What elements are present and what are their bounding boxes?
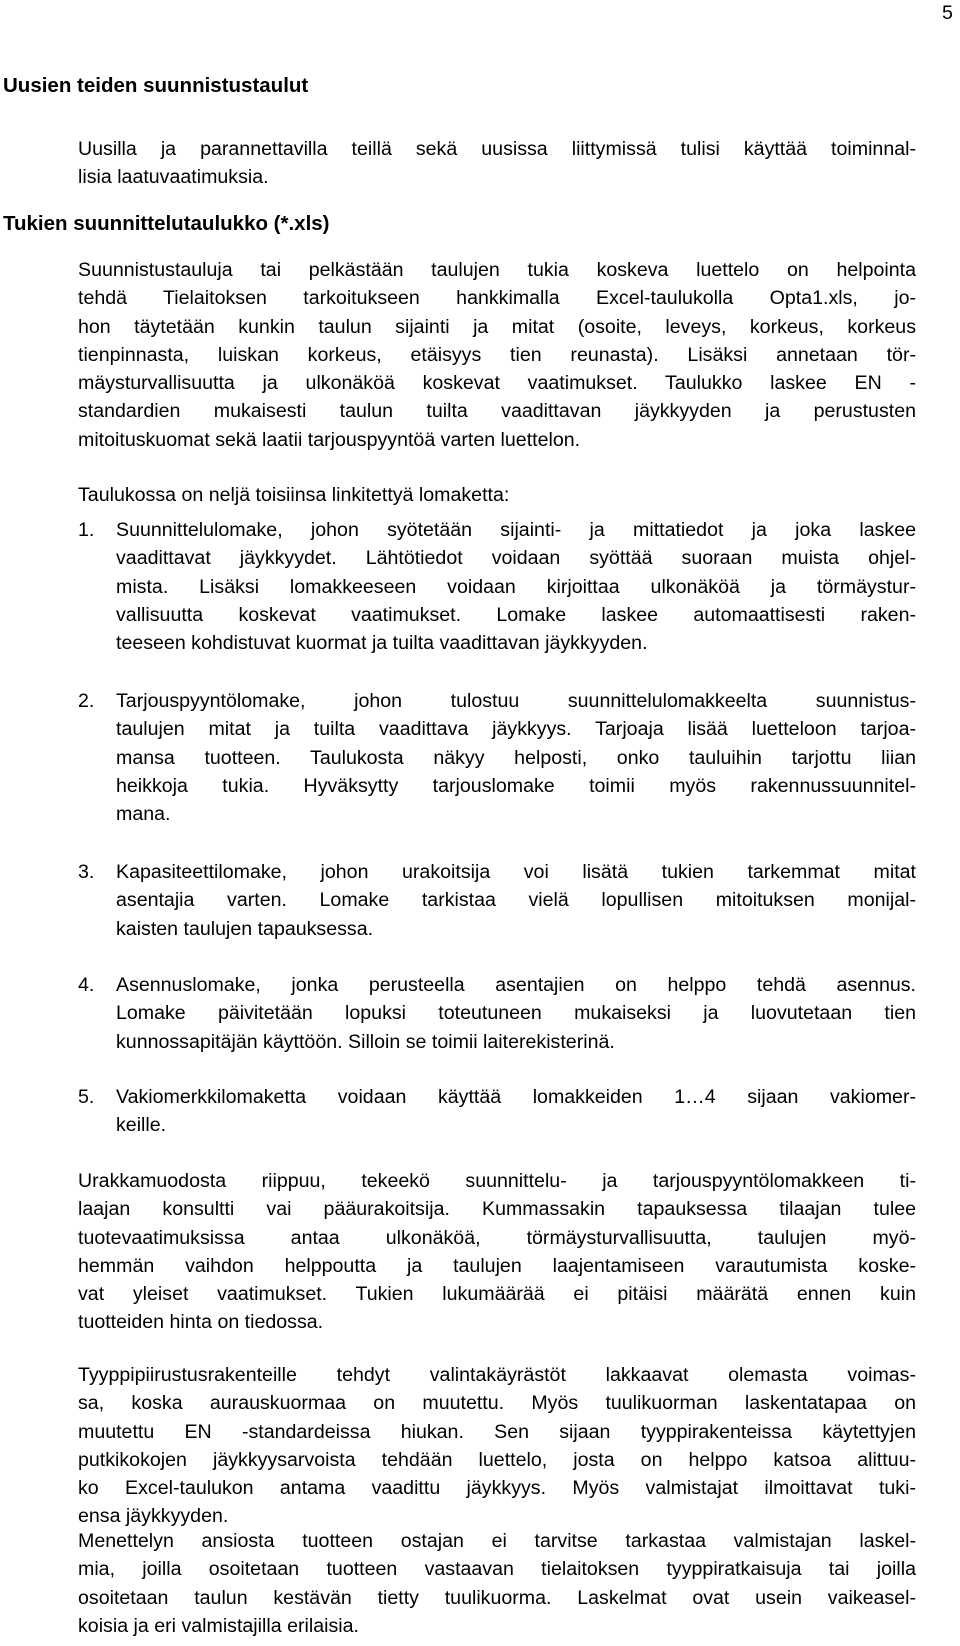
list-item: [78, 687, 916, 828]
text-line: tienpinnasta, luiskan korkeus, etäisyys tien reunasta). Lisäksi annetaan tör-: [78, 343, 916, 366]
text-line: muutettu EN -standardeissa hiukan. Sen sijaan tyyppirakenteissa käytettyjen: [78, 1420, 916, 1443]
list-number: 1.: [78, 519, 95, 541]
heading-new-roads: Uusien teiden suunnistustaulut: [3, 74, 309, 97]
text-line: osoitetaan taulun kestävän tietty tuulikuorma. Laskelmat ovat usein vaikeasel-: [78, 1586, 916, 1609]
paragraph-xls-description: [78, 256, 916, 454]
list-item: [78, 971, 916, 1056]
text-line: koisia ja eri valmistajilla erilaisia.: [78, 1614, 359, 1637]
intro-paragraph: [78, 135, 916, 192]
text-line: Vakiomerkkilomaketta voidaan käyttää lomakkeiden 1…4 sijaan vakiomer-: [116, 1086, 916, 1108]
text-line: laajan konsultti vai pääurakoitsija. Kummassakin tapauksessa tilaajan tulee: [78, 1198, 916, 1221]
list-number: 3.: [78, 861, 95, 883]
text-line: standardien mukaisesti taulun tuilta vaadittavan jäykkyyden ja perustusten: [78, 400, 916, 423]
text-line: Lomake päivitetään lopuksi toteutuneen mukaiseksi ja luovutetaan tien: [116, 1002, 916, 1025]
text-line: Kapasiteettilomake, johon urakoitsija voi lisätä tukien tarkemmat mitat: [116, 861, 916, 883]
text-line: keille.: [116, 1114, 167, 1137]
list-number: 5.: [78, 1086, 95, 1108]
list-item: [78, 516, 916, 657]
text-line: Asennuslomake, jonka perusteella asentajien on helppo tehdä asennus.: [116, 974, 916, 996]
text-line: Tyyppipiirustusrakenteille tehdyt valintakäyrästöt lakkaavat olemasta voimas-: [78, 1364, 916, 1386]
text-line: Tarjouspyyntölomake, johon tulostuu suunnittelulomakkeelta suunnistus-: [116, 690, 916, 712]
text-line: vallisuutta koskevat vaatimukset. Lomake laskee automaattisesti raken-: [116, 603, 916, 626]
text-line: kunnossapitäjän käyttöön. Silloin se toimii laiterekisterinä.: [116, 1030, 615, 1053]
text-line: kaisten taulujen tapauksessa.: [116, 917, 374, 940]
paragraph-forms-intro: [78, 481, 916, 509]
text-line: Menettelyn ansiosta tuotteen ostajan ei tarvitse tarkastaa valmistajan laskel-: [78, 1530, 916, 1552]
list-number: 2.: [78, 690, 95, 712]
text-line: lisia laatuvaatimuksia.: [78, 166, 269, 189]
text-line: tuotevaatimuksissa antaa ulkonäköä, törmäysturvallisuutta, taulujen myö-: [78, 1226, 916, 1249]
text-line: heikkoja tukia. Hyväksytty tarjouslomake toimii myös rakennussuunnitel-: [116, 774, 916, 797]
text-line: mitoituskuomat sekä laatii tarjouspyyntöä varten luettelon.: [78, 428, 581, 451]
text-line: Suunnistustauluja tai pelkästään taulujen tukia koskeva luettelo on helpointa: [78, 259, 916, 281]
text-line: vaadittavat jäykkyydet. Lähtötiedot voidaan syöttää suoraan muista ohjel-: [116, 547, 916, 570]
paragraph-procedure: [78, 1527, 916, 1640]
text-line: hon täytetään kunkin taulun sijainti ja mitat (osoite, leveys, korkeus, korkeus: [78, 315, 916, 338]
text-line: ko Excel-taulukon antama vaadittu jäykkyys. Myös valmistajat ilmoittavat tuki-: [78, 1477, 916, 1500]
text-line: Uusilla ja parannettavilla teillä sekä uusissa liittymissä tulisi käyttää toiminnal-: [78, 138, 916, 160]
text-line: Suunnittelulomake, johon syötetään sijainti- ja mittatiedot ja joka laskee: [116, 519, 916, 541]
paragraph-type-drawings: [78, 1361, 916, 1531]
text-line: mia, joilla osoitetaan tuotteen vastaavan tielaitoksen tyyppiratkaisuja tai joilla: [78, 1558, 916, 1581]
page-number: 5: [942, 2, 953, 24]
text-line: Taulukossa on neljä toisiinsa linkitettyä lomaketta:: [78, 484, 510, 506]
text-line: mansa tuotteen. Taulukosta näkyy helposti, onko tauluihin tarjottu liian: [116, 746, 916, 769]
text-line: asentajia varten. Lomake tarkistaa vielä lopullisen mitoituksen monijal-: [116, 889, 916, 912]
text-line: tuotteiden hinta on tiedossa.: [78, 1311, 324, 1334]
text-line: mista. Lisäksi lomakkeeseen voidaan kirjoittaa ulkonäköä ja törmäystur-: [116, 575, 916, 598]
text-line: vat yleiset vaatimukset. Tukien lukumäärää ei pitäisi määrätä ennen kuin: [78, 1283, 916, 1306]
text-line: mana.: [116, 803, 171, 826]
heading-xls-table: Tukien suunnittelutaulukko (*.xls): [3, 212, 330, 235]
text-line: hemmän vaihdon helppoutta ja taulujen laajentamiseen varautumista koske-: [78, 1254, 916, 1277]
text-line: sa, koska aurauskuormaa on muutettu. Myös tuulikuorman laskentatapaa on: [78, 1392, 916, 1415]
paragraph-contract-type: [78, 1167, 916, 1337]
text-line: teeseen kohdistuvat kuormat ja tuilta vaadittavan jäykkyyden.: [116, 632, 648, 655]
list-item: [78, 1083, 916, 1140]
text-line: mäysturvallisuutta ja ulkonäköä koskevat vaatimukset. Taulukko laskee EN -: [78, 372, 916, 395]
text-line: putkikokojen jäykkyysarvoista tehdään luettelo, josta on helppo katsoa alittuu-: [78, 1448, 916, 1471]
list-item: [78, 858, 916, 943]
text-line: Urakkamuodosta riippuu, tekeekö suunnittelu- ja tarjouspyyntölomakkeen ti-: [78, 1170, 916, 1192]
text-line: taulujen mitat ja tuilta vaadittava jäykkyys. Tarjoaja lisää luetteloon tarjoa-: [116, 718, 916, 741]
text-line: tehdä Tielaitoksen tarkoitukseen hankkimalla Excel-taulukolla Opta1.xls, jo-: [78, 287, 916, 310]
text-line: ensa jäykkyyden.: [78, 1505, 229, 1528]
list-number: 4.: [78, 974, 95, 996]
